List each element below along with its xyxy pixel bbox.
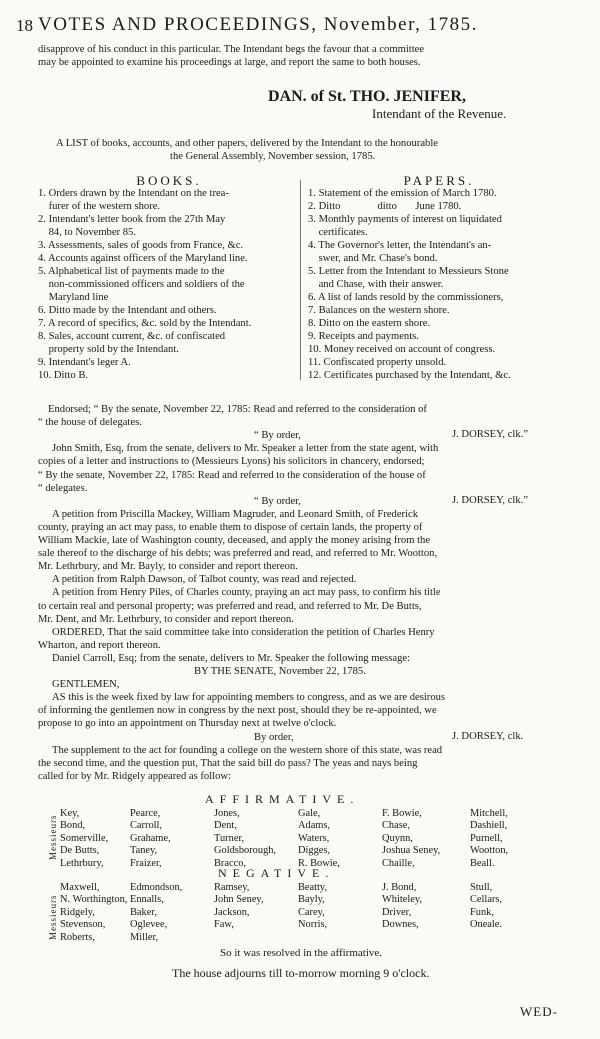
affirmative-member: Waters, [298, 832, 330, 844]
paper-item: 8. Ditto on the eastern shore. [308, 318, 431, 329]
book-item: Maryland line [38, 292, 109, 303]
list-heading-1: A LIST of books, accounts, and other papers, delivered by the Intendant to the honourable [56, 138, 438, 149]
affirmative-member: Taney, [130, 845, 158, 857]
page-number: 18 [16, 16, 33, 35]
paper-item: 1. Statement of the emission of March 1780. [308, 188, 497, 199]
proceedings-line: Daniel Carroll, Esq; from the senate, delivers to Mr. Speaker the following message: [52, 652, 411, 664]
proceedings-line: “ delegates. [38, 482, 88, 494]
affirmative-member: Quynn, [382, 832, 413, 844]
affirmative-member: De Butts, [60, 845, 100, 857]
proceedings-line: AS this is the week fixed by law for appointing members to congress, and as we are desirous [52, 692, 446, 704]
affirmative-member: Bracco, [214, 857, 247, 869]
paper-item: 4. The Governor's letter, the Intendant's an- [308, 240, 492, 251]
books-heading: BOOKS. [136, 173, 202, 188]
affirmative-member: Purnell, [470, 832, 503, 844]
catchword: WED- [520, 1004, 558, 1019]
proceedings-line: called for by Mr. Ridgely appeared as follow: [38, 770, 231, 782]
side-label-affirmative: Messieurs [48, 814, 58, 860]
signature-title: Intendant of the Revenue. [372, 106, 507, 121]
negative-member: Ennalls, [130, 894, 164, 906]
proceedings-line: BY THE SENATE, November 22, 1785. [194, 666, 366, 677]
affirmative-member: Turner, [214, 832, 245, 844]
proceedings-line: of informing the gentlemen now in congress by the next post, should they be re-appointed, we [38, 705, 437, 717]
book-item: 7. A record of specifics, &c. sold by the Intendant. [38, 318, 252, 329]
clerk-signature: J. DORSEY, clk.” [452, 429, 529, 441]
proceedings-line: “ By order, [254, 430, 301, 442]
affirmative-member: Dashiell, [470, 820, 508, 832]
affirmative-member: Somerville, [60, 832, 109, 844]
running-title: VOTES AND PROCEEDINGS, November, 1785. [38, 14, 478, 35]
paper-item: 5. Letter from the Intendant to Messieurs Stone [308, 266, 509, 277]
proceedings-line: sale thereof to the discharge of his debts; was preferred and read, and referred to Mr. Wootton, [38, 548, 438, 560]
proceedings-line: to certain real and personal property; was preferred and read, and referred to Mr. De Butts, [38, 600, 422, 612]
book-item: furer of the western shore. [38, 201, 161, 212]
paper-item: swer, and Mr. Chase's bond. [308, 253, 438, 264]
negative-member: Stevenson, [60, 919, 106, 931]
book-item: 6. Ditto made by the Intendant and others. [38, 305, 217, 316]
book-item: 1. Orders drawn by the Intendant on the trea- [38, 188, 229, 199]
affirmative-member: Dent, [214, 820, 237, 832]
column-divider [300, 180, 301, 380]
books-column [38, 174, 300, 382]
proceedings-line: The supplement to the act for founding a college on the western shore of this state, was read [52, 744, 443, 756]
negative-member: Whiteley, [382, 894, 423, 906]
vote-result: So it was resolved in the affirmative. [220, 947, 383, 959]
book-item: 10. Ditto B. [38, 370, 89, 381]
negative-member: Downes, [382, 919, 419, 931]
affirmative-member: Pearce, [130, 808, 161, 819]
proceedings-line: A petition from Ralph Dawson, of Talbot county, was read and rejected. [52, 574, 357, 586]
negative-member: Edmondson, [130, 882, 183, 893]
affirmative-member: Bond, [60, 820, 86, 832]
negative-label: NEGATIVE. [218, 866, 335, 880]
negative-member: Funk, [470, 906, 494, 918]
paper-item: 10. Money received on account of congress. [308, 344, 496, 355]
adjourn-line: The house adjourns till to-morrow morning 9 o'clock. [172, 966, 430, 980]
paper-item: 3. Monthly payments of interest on liquidated [308, 214, 502, 225]
affirmative-member: Chaille, [382, 857, 415, 869]
proceedings-line: Mr. Lethrbury, and Mr. Bayly, to consider and report thereon. [38, 561, 298, 573]
proceedings-line: A petition from Priscilla Mackey, William Magruder, and Leonard Smith, of Frederick [52, 508, 419, 520]
paper-item: certificates. [308, 227, 368, 238]
book-item: 2. Intendant's letter book from the 27th May [38, 214, 226, 225]
proceedings-line: William Mackie, late of Washington county, deceased, and apply the money arising from the [38, 535, 431, 546]
papers-column [308, 174, 570, 382]
negative-member: Maxwell, [60, 882, 100, 893]
negative-member: Miller, [130, 931, 159, 943]
affirmative-member: Adams, [298, 820, 331, 832]
proceedings-line: Endorsed; “ By the senate, November 22, 1785: Read and referred to the consideration of [48, 404, 427, 415]
affirmative-member: Key, [60, 808, 80, 819]
negative-member: Ramsey, [214, 882, 250, 893]
intro-line-1: disapprove of his conduct in this particular. The Intendant begs the favour that a committee [38, 44, 425, 55]
paper-item: 9. Receipts and payments. [308, 331, 419, 342]
paper-item: 12. Certificates purchased by the Intendant, &c. [308, 370, 511, 381]
paper-item: and Chase, with their answer. [308, 279, 444, 290]
negative-member: Carey, [298, 906, 325, 918]
negative-member: Roberts, [60, 931, 95, 943]
book-item: property sold by the Intendant. [38, 344, 179, 355]
affirmative-member: Joshua Seney, [382, 845, 441, 857]
negative-member: Oglevee, [130, 919, 168, 931]
paper-item: 6. A list of lands resold by the commissioners, [308, 292, 504, 303]
proceedings-line: propose to go into an appointment on Thursday next at twelve o'clock. [38, 718, 337, 730]
book-item: 84, to November 85. [38, 227, 136, 238]
proceedings-line: “ the house of delegates. [38, 417, 142, 429]
proceedings-line: Wharton, and report thereon. [38, 639, 161, 651]
negative-member: Faw, [214, 919, 234, 931]
affirmative-member: Carroll, [130, 820, 163, 832]
negative-member: Driver, [382, 906, 412, 918]
affirmative-member: Jones, [214, 808, 240, 819]
affirmative-member: R. Bowie, [298, 857, 340, 869]
proceedings-line: Mr. Dent, and Mr. Lethrbury, to consider and report thereon. [38, 613, 294, 625]
proceedings-line: GENTLEMEN, [52, 679, 120, 691]
side-label-negative: Messieurs [48, 894, 58, 940]
proceedings-line: the second time, and the question put, That the said bill do pass? The yeas and nays being [38, 757, 418, 769]
book-item: 9. Intendant's leger A. [38, 357, 131, 368]
book-item: 8. Sales, account current, &c. of confiscated [38, 331, 226, 342]
negative-member: Beatty, [298, 882, 328, 893]
affirmative-label: AFFIRMATIVE. [205, 792, 360, 806]
proceedings-line: “ By order, [254, 495, 301, 507]
negative-member: Stull, [470, 882, 493, 893]
affirmative-member: Digges, [298, 845, 331, 857]
signature-name: DAN. of St. THO. JENIFER, [268, 88, 466, 105]
proceedings-line: “ By the senate, November 22, 1785: Read and referred to the consideration of the house of [38, 469, 426, 481]
negative-member: Norris, [298, 919, 328, 931]
proceedings-line: By order, [254, 731, 294, 743]
affirmative-member: Gale, [298, 808, 321, 819]
affirmative-member: Lethrbury, [60, 857, 104, 869]
papers-heading: PAPERS. [403, 173, 475, 188]
negative-member: Ridgely, [60, 906, 95, 918]
negative-member: Bayly, [298, 894, 325, 906]
negative-member: Jackson, [214, 906, 250, 918]
proceedings-line: county, praying an act may pass, to enable them to dispose of certain lands, the property of [38, 521, 423, 533]
paper-item: 2. Ditto ditto June 1780. [308, 201, 462, 212]
intro-line-2: may be appointed to examine his proceedings at large, and report the same to both houses. [38, 57, 421, 68]
negative-member: Cellars, [470, 894, 503, 906]
book-item: non-commissioned officers and soldiers of the [38, 279, 245, 290]
book-item: 5. Alphabetical list of payments made to the [38, 266, 225, 277]
papers-list [308, 187, 570, 382]
negative-member: John Seney, [214, 894, 264, 906]
clerk-signature: J. DORSEY, clk.” [452, 494, 529, 506]
proceedings-line: ORDERED, That the said committee take into consideration the petition of Charles Henry [52, 626, 435, 638]
negative-member: Baker, [130, 906, 157, 918]
affirmative-member: Goldsborough, [214, 845, 277, 857]
affirmative-member: F. Bowie, [382, 808, 422, 819]
book-item: 4. Accounts against officers of the Maryland line. [38, 253, 248, 264]
affirmative-member: Chase, [382, 820, 410, 832]
negative-member: J. Bond, [382, 882, 417, 893]
proceedings-line: A petition from Henry Piles, of Charles county, praying an act may pass, to confirm his title [52, 587, 441, 599]
affirmative-member: Grahame, [130, 832, 171, 844]
affirmative-member: Beall. [470, 857, 495, 869]
affirmative-member: Mitchell, [470, 808, 508, 819]
clerk-signature: J. DORSEY, clk. [452, 730, 524, 742]
negative-member: N. Worthington, [60, 894, 128, 906]
affirmative-member: Fraizer, [130, 857, 162, 869]
list-heading-2: the General Assembly, November session, 1785. [170, 151, 376, 162]
affirmative-member: Wootton, [470, 845, 509, 857]
paper-item: 11. Confiscated property unsold. [308, 357, 447, 368]
proceedings-line: copies of a letter and instructions to (Messieurs Lyons) his solicitors in chancery, endorsed; [38, 456, 425, 468]
book-item: 3. Assessments, sales of goods from France, &c. [38, 240, 244, 251]
proceedings-line: John Smith, Esq, from the senate, delivers to Mr. Speaker a letter from the state agent, with [52, 443, 439, 455]
books-list [38, 187, 300, 382]
paper-item: 7. Balances on the western shore. [308, 305, 450, 316]
negative-member: Oneale. [470, 919, 503, 931]
